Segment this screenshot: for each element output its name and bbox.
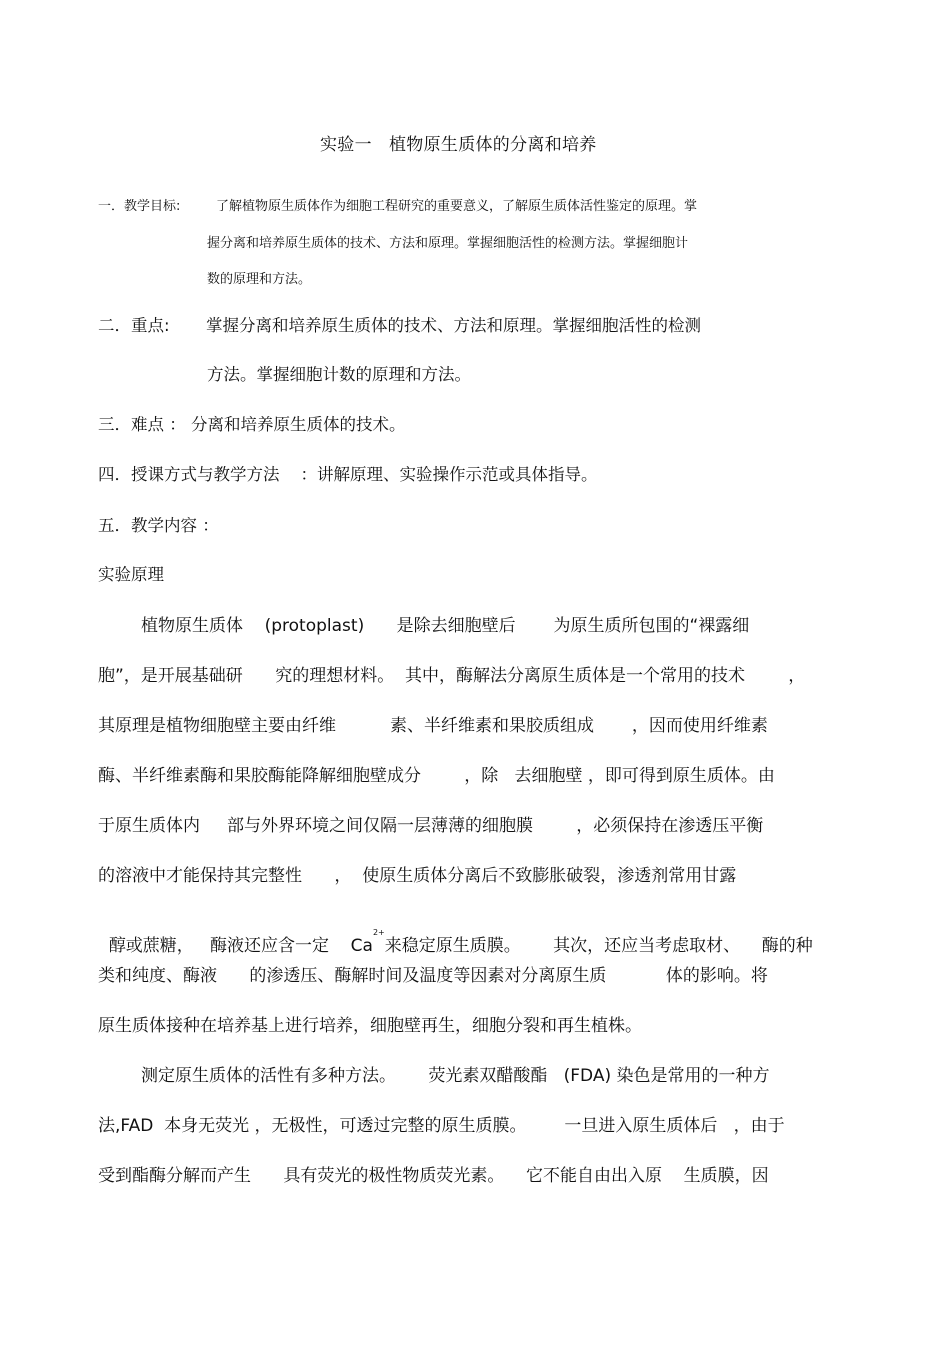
paragraph2-line-2: 法,FAD 本身无荧光 ，无极性，可透过完整的原生质膜。 一旦进入原生质体后 ，由于 <box>98 1116 785 1136</box>
content-text: 五．教学内容 ： <box>98 516 219 535</box>
principle-heading: 实验原理 <box>98 565 164 584</box>
keypoints-line-1: 掌握分离和培养原生质体的技术、方法和原理。掌握细胞活性的检测 <box>206 316 701 335</box>
paragraph1-line-1: 植物原生质体 (protoplast) 是除去细胞壁后 为原生质所包围的“裸露细 <box>141 616 750 636</box>
method-text: 四．授课方式与教学方法 ：讲解原理、实验操作示范或具体指导。 <box>98 465 598 484</box>
paragraph1-line-2: 胞”，是开展基础研 究的理想材料。 其中，酶解法分离原生质体是一个常用的技术 ， <box>98 666 806 686</box>
ca-superscript: 2+ <box>372 928 385 937</box>
objectives-line-3: 数的原理和方法。 <box>207 272 312 287</box>
objectives-label: 一．教学目标: <box>98 199 181 214</box>
paragraph1-line-9: 原生质体接种在培养基上进行培养，细胞壁再生，细胞分裂和再生植株。 <box>98 1016 642 1036</box>
paragraph2-line-3: 受到酯酶分解而产生 具有荧光的极性物质荧光素。 它不能自由出入原 生质膜，因 <box>98 1166 769 1186</box>
page-title: 实验一 植物原生质体的分离和培养 <box>320 135 597 155</box>
objectives-line-1: 了解植物原生质体作为细胞工程研究的重要意义，了解原生质体活性鉴定的原理。掌 <box>216 199 698 214</box>
keypoints-line-2: 方法。掌握细胞计数的原理和方法。 <box>207 365 471 384</box>
keypoints-label: 二．重点: <box>98 316 170 335</box>
paragraph1-line-7 <box>98 911 813 956</box>
ca-line-after: 来稳定原生质膜。 其次，还应当考虑取材、 酶的种 <box>384 936 813 956</box>
objectives-line-2: 握分离和培养原生质体的技术、方法和原理。掌握细胞活性的检测方法。掌握细胞计 <box>207 236 689 251</box>
paragraph1-line-8: 类和纯度、酶液 的渗透压、酶解时间及温度等因素对分离原生质 体的影响。将 <box>98 966 768 986</box>
paragraph2-line-1: 测定原生质体的活性有多种方法。 荧光素双醋酸酯 (FDA) 染色是常用的一种方 <box>141 1066 770 1086</box>
difficulty-text: 三．难点 ： 分离和培养原生质体的技术。 <box>98 415 406 434</box>
paragraph1-line-3: 其原理是植物细胞壁主要由纤维 素、半纤维素和果胶质组成 ，因而使用纤维素 <box>98 716 768 736</box>
paragraph1-line-6: 的溶液中才能保持其完整性 ， 使原生质体分离后不致膨胀破裂，渗透剂常用甘露 <box>98 866 737 886</box>
ca-line-before: 醇或蔗糖， 酶液还应含一定 Ca <box>108 936 373 956</box>
paragraph1-line-5: 于原生质体内 部与外界环境之间仅隔一层薄薄的细胞膜 ，必须保持在渗透压平衡 <box>98 816 764 836</box>
paragraph1-line-4: 酶、半纤维素酶和果胶酶能降解细胞壁成分 ，除 去细胞壁 ，即可得到原生质体。由 <box>98 766 775 786</box>
